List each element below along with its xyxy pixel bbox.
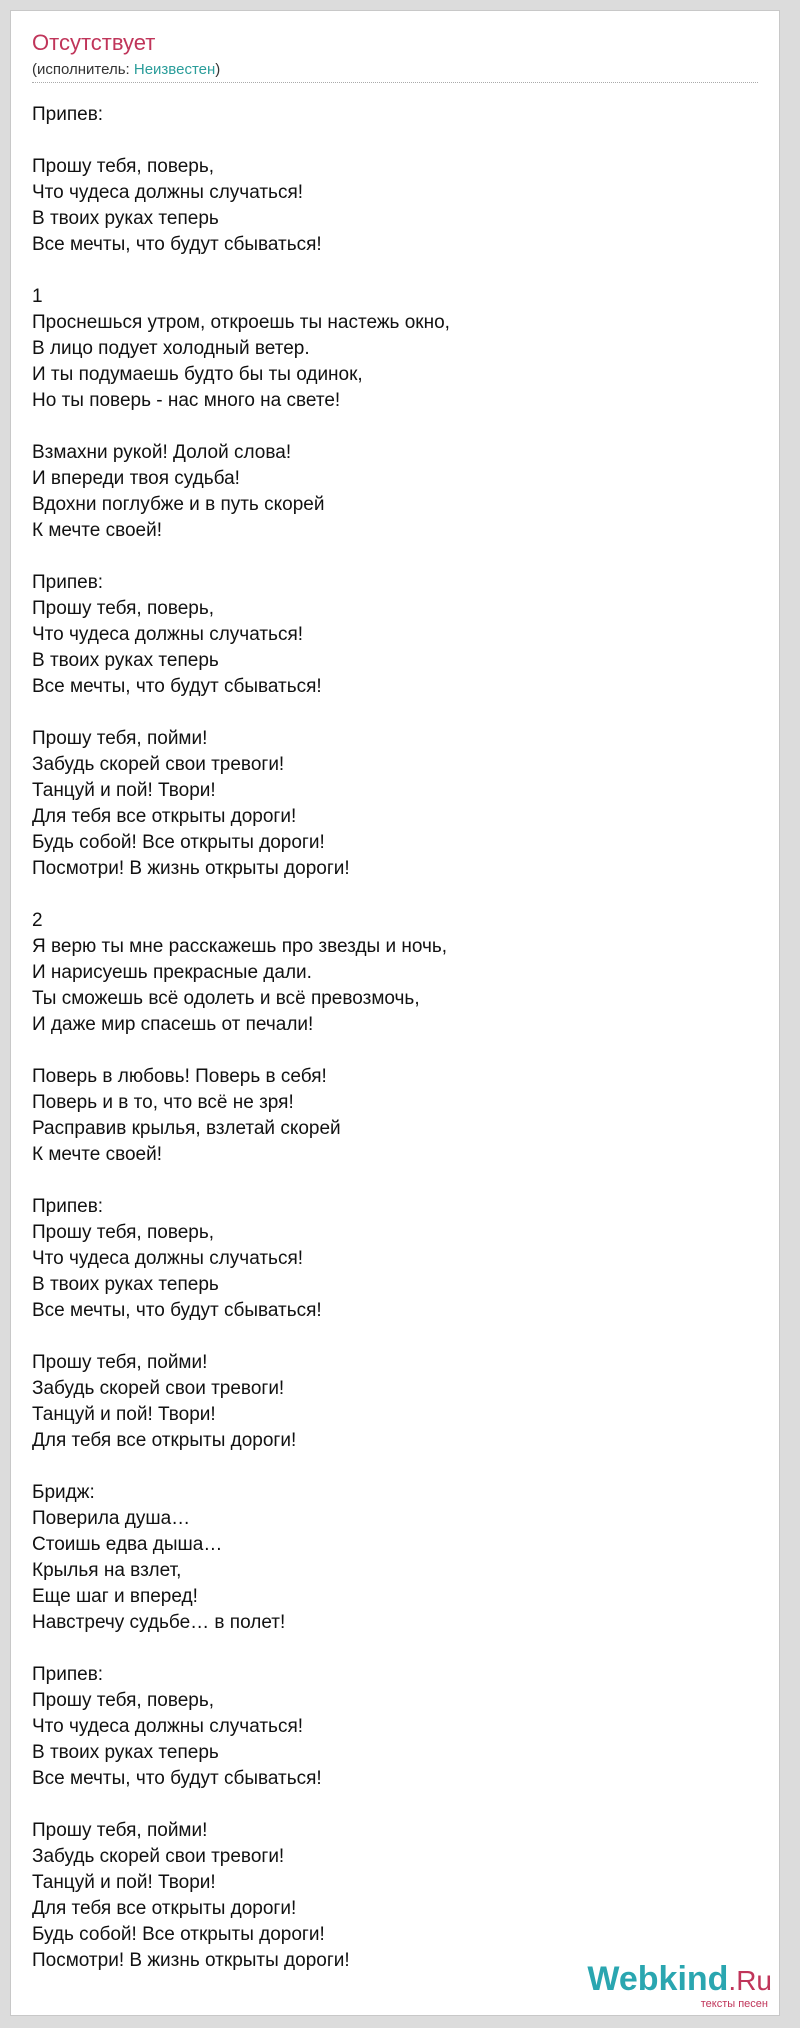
lyrics-stanza [32,1064,752,1168]
lyric-line: В твоих руках теперь [32,1274,219,1295]
lyrics-stanza [32,726,752,882]
title-divider [32,82,758,83]
lyrics-stanza [32,570,752,700]
lyrics-stanza [32,102,752,128]
lyric-line: Прошу тебя, пойми! [32,728,208,749]
lyric-line: 1 [32,286,43,307]
lyric-line: Навстречу судьбе… в полет! [32,1612,286,1633]
lyric-line: Для тебя все открыты дороги! [32,806,297,827]
lyric-line: Прошу тебя, пойми! [32,1820,208,1841]
lyrics-stanza [32,1818,752,1974]
lyric-line: Все мечты, что будут сбываться! [32,234,322,255]
lyric-line: Забудь скорей свои тревоги! [32,754,285,775]
artist-line [32,62,220,77]
lyric-line: И нарисуешь прекрасные дали. [32,962,312,983]
lyric-line: Припев: [32,572,104,593]
lyric-line: Забудь скорей свои тревоги! [32,1378,285,1399]
lyric-line: К мечте своей! [32,520,162,541]
lyric-line: Для тебя все открыты дороги! [32,1898,297,1919]
lyric-line: Будь собой! Все открыты дороги! [32,832,325,853]
lyric-line: Что чудеса должны случаться! [32,624,304,645]
logo-tagline: тексты песен [700,1998,768,2010]
lyric-line: И впереди твоя судьба! [32,468,240,489]
lyric-line: Что чудеса должны случаться! [32,1248,304,1269]
song-title: Отсутствует [32,30,156,55]
lyric-line: Поверь в любовь! Поверь в себя! [32,1066,327,1087]
artist-suffix: ) [215,61,221,78]
lyrics-stanza [32,440,752,544]
lyric-line: Посмотри! В жизнь открыты дороги! [32,858,350,879]
lyrics-stanza [32,1194,752,1324]
lyric-line: Все мечты, что будут сбываться! [32,1300,322,1321]
lyric-line: Но ты поверь - нас много на свете! [32,390,341,411]
lyric-line: Припев: [32,1196,104,1217]
logo-tld: .Ru [728,1965,772,1996]
lyric-line: К мечте своей! [32,1144,162,1165]
lyric-line: Прошу тебя, поверь, [32,1222,215,1243]
lyric-line: Для тебя все открыты дороги! [32,1430,297,1451]
lyric-line: Прошу тебя, поверь, [32,598,215,619]
lyric-line: Я верю ты мне расскажешь про звезды и ночь, [32,936,448,957]
lyric-line: Забудь скорей свои тревоги! [32,1846,285,1867]
lyric-line: Проснешься утром, откроешь ты настежь окно, [32,312,450,333]
lyric-line: Все мечты, что будут сбываться! [32,676,322,697]
lyrics-stanza [32,154,752,258]
lyric-line: Что чудеса должны случаться! [32,182,304,203]
lyric-line: Все мечты, что будут сбываться! [32,1768,322,1789]
logo-main-text: Webkind [587,1960,729,1998]
lyric-line: Бридж: [32,1482,95,1503]
lyrics-stanza [32,1480,752,1636]
lyric-line: Танцуй и пой! Твори! [32,1404,216,1425]
lyric-line: Посмотри! В жизнь открыты дороги! [32,1950,350,1971]
lyric-line: Крылья на взлет, [32,1560,182,1581]
lyric-line: Прошу тебя, пойми! [32,1352,208,1373]
logo-wordmark [587,1962,772,1996]
lyric-line: Прошу тебя, поверь, [32,156,215,177]
lyric-line: Танцуй и пой! Твори! [32,1872,216,1893]
lyric-line: И ты подумаешь будто бы ты одинок, [32,364,363,385]
site-logo[interactable] [587,1962,772,2010]
lyric-line: Расправив крылья, взлетай скорей [32,1118,341,1139]
artist-prefix: (исполнитель: [32,61,134,78]
lyric-line: Еще шаг и вперед! [32,1586,198,1607]
lyrics-stanza [32,1662,752,1792]
lyric-line: Припев: [32,104,104,125]
lyric-line: Припев: [32,1664,104,1685]
lyric-line: Взмахни рукой! Долой слова! [32,442,292,463]
lyric-line: 2 [32,910,43,931]
lyrics-body [32,102,752,2000]
lyric-line: И даже мир спасешь от печали! [32,1014,314,1035]
lyrics-stanza [32,1350,752,1454]
lyric-line: В лицо подует холодный ветер. [32,338,310,359]
lyric-line: Прошу тебя, поверь, [32,1690,215,1711]
lyric-line: Поверь и в то, что всё не зря! [32,1092,294,1113]
lyrics-stanza [32,908,752,1038]
lyric-line: Ты сможешь всё одолеть и всё превозмочь, [32,988,420,1009]
artist-link[interactable]: Неизвестен [133,61,216,78]
lyric-line: В твоих руках теперь [32,650,219,671]
lyric-line: В твоих руках теперь [32,1742,219,1763]
lyric-line: В твоих руках теперь [32,208,219,229]
lyrics-stanza [32,284,752,414]
lyric-line: Стоишь едва дыша… [32,1534,223,1555]
lyric-line: Будь собой! Все открыты дороги! [32,1924,325,1945]
lyric-line: Что чудеса должны случаться! [32,1716,304,1737]
lyric-line: Поверила душа… [32,1508,191,1529]
lyric-line: Танцуй и пой! Твори! [32,780,216,801]
lyric-line: Вдохни поглубже и в путь скорей [32,494,325,515]
